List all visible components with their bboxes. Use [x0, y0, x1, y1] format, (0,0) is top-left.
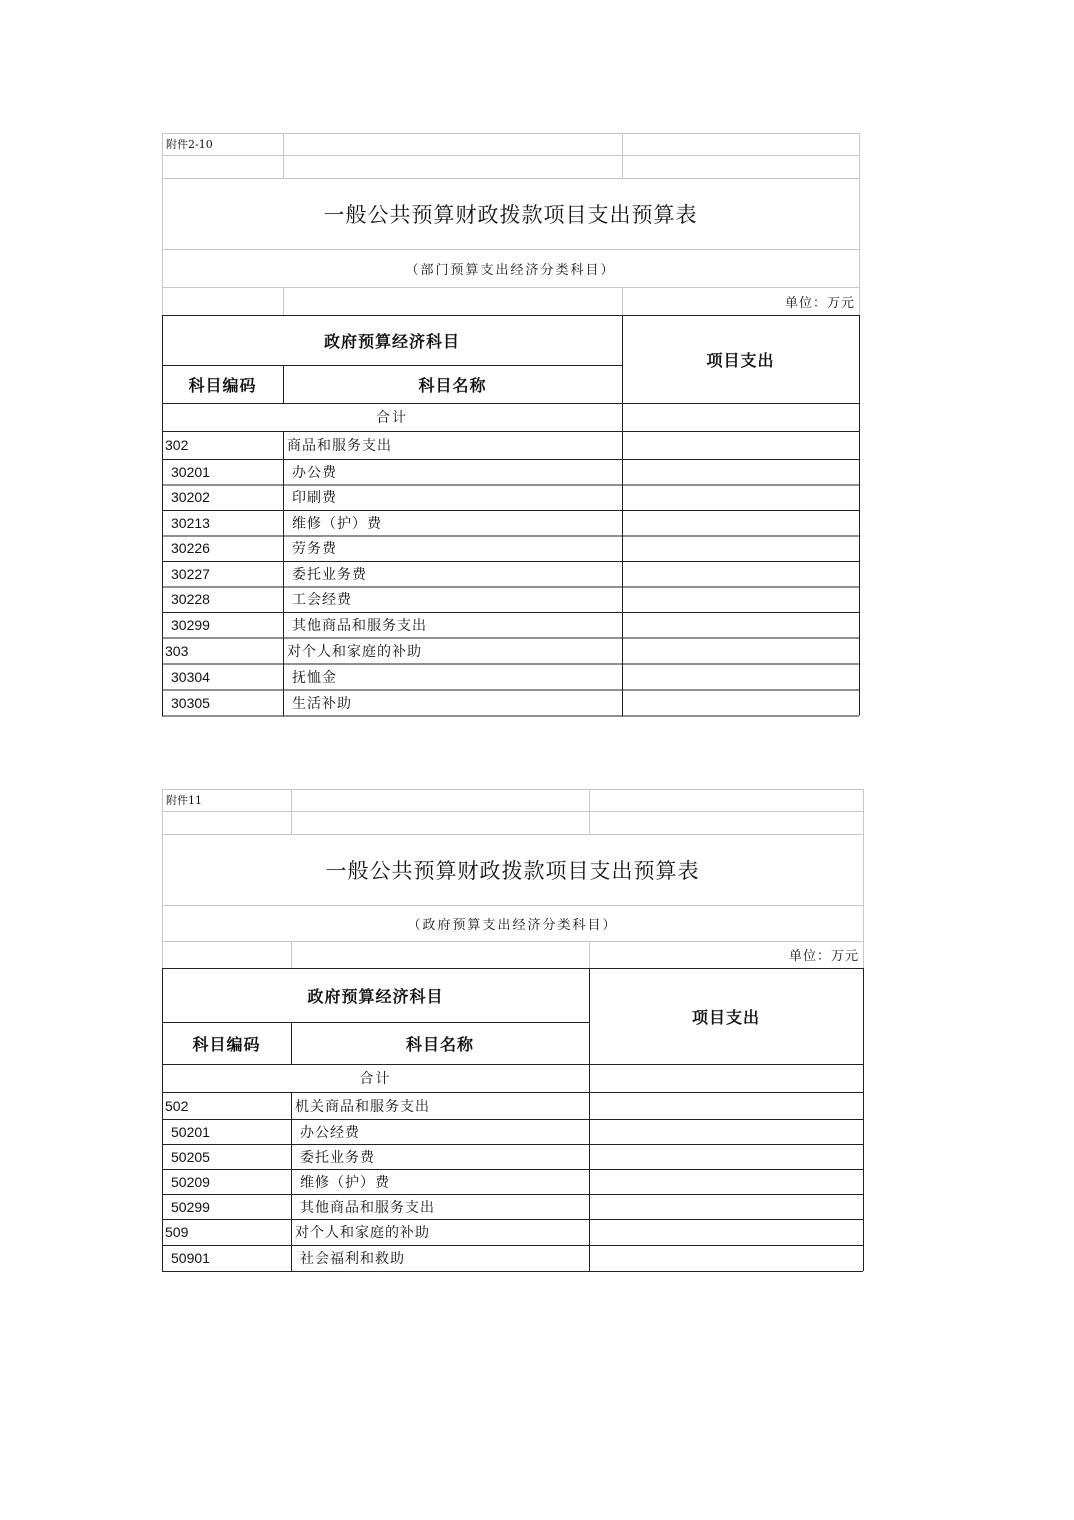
- row-amount: [622, 561, 859, 587]
- row-code: 303: [165, 642, 189, 659]
- row-amount: [589, 1219, 863, 1245]
- row-name: 对个人和家庭的补助: [295, 1225, 430, 1241]
- row-code: 30227: [171, 565, 210, 582]
- total-row-label: 合计: [359, 1071, 392, 1087]
- row-code: 50299: [171, 1198, 210, 1215]
- row-name: 维修（护）费: [300, 1174, 390, 1191]
- row-amount: [622, 638, 859, 664]
- row-name: 商品和服务支出: [287, 438, 392, 454]
- row-name: 机关商品和服务支出: [295, 1098, 430, 1115]
- row-name: 办公费: [292, 464, 337, 481]
- table-subtitle: （部门预算支出经济分类科目）: [405, 262, 616, 278]
- row-name: 办公经费: [300, 1124, 360, 1141]
- header-name: 科目名称: [418, 375, 487, 395]
- header-amount: 项目支出: [706, 350, 775, 370]
- row-code: 302: [165, 437, 189, 453]
- header-group: 政府预算经济科目: [323, 331, 460, 351]
- row-code: 30213: [171, 514, 210, 531]
- row-amount: [622, 431, 859, 459]
- row-name: 对个人和家庭的补助: [287, 643, 422, 660]
- row-code: 509: [165, 1224, 189, 1240]
- row-name: 维修（护）费: [292, 515, 382, 532]
- row-name: 生活补助: [292, 695, 352, 712]
- attachment-label: 附件2-10: [166, 138, 213, 151]
- row-amount: [589, 1144, 863, 1169]
- row-name: 委托业务费: [292, 566, 367, 583]
- row-amount: [622, 510, 859, 536]
- table-title: 一般公共预算财政拨款项目支出预算表: [323, 202, 698, 227]
- row-code: 50209: [171, 1173, 210, 1190]
- row-code: 50205: [171, 1148, 210, 1165]
- row-name: 其他商品和服务支出: [292, 617, 427, 634]
- row-name: 工会经费: [292, 592, 352, 609]
- row-amount: [589, 1169, 863, 1194]
- header-code: 科目编码: [188, 375, 257, 395]
- row-code: 50201: [171, 1123, 210, 1140]
- row-code: 30226: [171, 540, 210, 557]
- row-amount: [622, 612, 859, 638]
- header-name: 科目名称: [405, 1034, 474, 1054]
- budget-table-department: [162, 133, 859, 716]
- row-amount: [622, 690, 859, 716]
- row-name: 印刷费: [292, 490, 337, 507]
- unit-label: 单位：万元: [784, 295, 855, 311]
- row-amount: [589, 1119, 863, 1144]
- row-amount: [622, 459, 859, 485]
- row-code: 30228: [171, 591, 210, 608]
- row-code: 30201: [171, 463, 210, 480]
- row-amount: [589, 1245, 863, 1271]
- header-group: 政府预算经济科目: [307, 986, 444, 1006]
- row-amount: [622, 536, 859, 562]
- budget-table-government: [162, 789, 863, 1271]
- unit-label: 单位：万元: [788, 949, 859, 964]
- row-name: 其他商品和服务支出: [300, 1199, 435, 1216]
- row-name: 社会福利和救助: [300, 1251, 405, 1267]
- row-code: 50901: [171, 1250, 210, 1266]
- row-amount: [589, 1092, 863, 1119]
- row-amount: [622, 485, 859, 511]
- total-row-label: 合计: [376, 410, 408, 426]
- table-title: 一般公共预算财政拨款项目支出预算表: [325, 858, 700, 883]
- row-amount: [622, 587, 859, 613]
- header-amount: 项目支出: [691, 1007, 760, 1027]
- row-code: 502: [165, 1097, 189, 1114]
- row-code: 30299: [171, 616, 210, 633]
- table-subtitle: （政府预算支出经济分类科目）: [407, 917, 618, 933]
- row-name: 劳务费: [292, 541, 337, 558]
- row-name: 抚恤金: [292, 669, 337, 686]
- row-code: 30305: [171, 694, 210, 711]
- row-amount: [589, 1194, 863, 1219]
- attachment-label: 附件11: [166, 794, 202, 807]
- row-code: 30304: [171, 668, 210, 685]
- row-code: 30202: [171, 489, 210, 506]
- header-code: 科目编码: [192, 1034, 261, 1054]
- row-name: 委托业务费: [300, 1149, 375, 1166]
- row-amount: [622, 664, 859, 690]
